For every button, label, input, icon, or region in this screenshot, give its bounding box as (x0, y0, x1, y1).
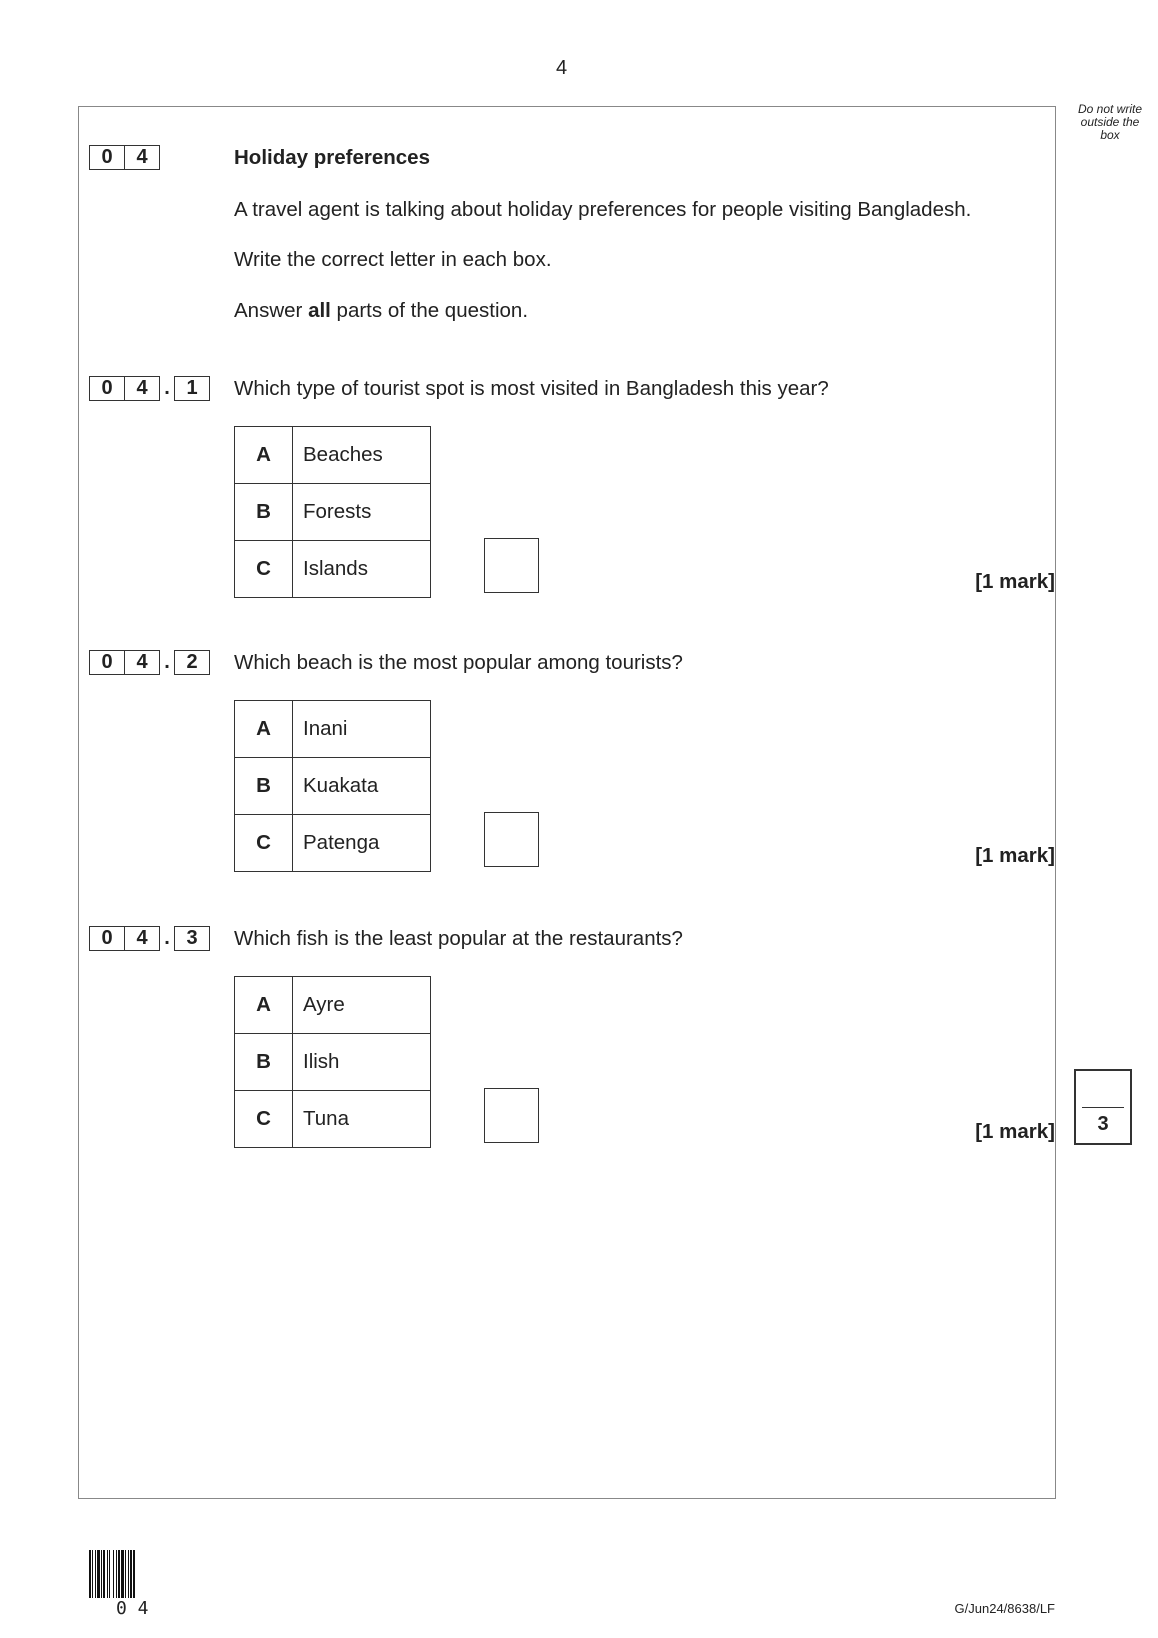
part-number-digit: 3 (174, 926, 210, 951)
option-row (235, 701, 431, 758)
paper-code: G/Jun24/8638/LF (954, 1601, 1055, 1616)
margin-note: Do not write outside the box (1077, 102, 1143, 142)
option-label: Ayre (293, 977, 431, 1034)
answer-box[interactable] (484, 1088, 539, 1143)
option-label: Tuna (293, 1091, 431, 1148)
text: Answer (234, 299, 309, 322)
option-label: Ilish (293, 1034, 431, 1091)
part-number (89, 376, 210, 401)
answer-area-border (78, 106, 1056, 1499)
barcode-bar (135, 1550, 136, 1598)
text: parts of the question. (330, 299, 529, 322)
part-number-digit: 2 (174, 650, 210, 675)
barcode (89, 1550, 195, 1598)
option-letter: A (235, 427, 293, 484)
part-number-dot: . (164, 377, 170, 399)
divider (1082, 1107, 1124, 1108)
option-row (235, 815, 431, 872)
marks-total-box (1074, 1069, 1132, 1145)
mark-allocation: [1 mark] (975, 1120, 1055, 1143)
answer-box[interactable] (484, 538, 539, 593)
option-label: Islands (293, 541, 431, 598)
part-number-digit: 0 (89, 376, 125, 401)
part-number-digit: 4 (124, 376, 160, 401)
options-table (234, 426, 431, 598)
answer-all-instruction (234, 299, 528, 323)
option-letter: C (235, 815, 293, 872)
question-number-digit: 4 (124, 145, 160, 170)
marks-total: 3 (1097, 1113, 1109, 1135)
option-letter: C (235, 1091, 293, 1148)
options-table (234, 976, 431, 1148)
option-letter: A (235, 977, 293, 1034)
option-row (235, 758, 431, 815)
part-number-digit: 4 (124, 926, 160, 951)
text-bold: all (308, 299, 331, 322)
option-label: Beaches (293, 427, 431, 484)
part-number (89, 650, 210, 675)
barcode-number: 0 4 (116, 1598, 149, 1619)
option-letter: B (235, 758, 293, 815)
part-number-digit: 4 (124, 650, 160, 675)
option-letter: B (235, 1034, 293, 1091)
mark-allocation: [1 mark] (975, 570, 1055, 593)
page-number: 4 (556, 57, 568, 79)
part-number-digit: 0 (89, 650, 125, 675)
part-number-digit: 0 (89, 926, 125, 951)
options-table (234, 700, 431, 872)
question-instruction: Write the correct letter in each box. (234, 248, 552, 271)
option-row (235, 484, 431, 541)
part-question-text: Which fish is the least popular at the restaurants? (234, 927, 683, 950)
option-row (235, 427, 431, 484)
question-intro: A travel agent is talking about holiday preferences for people visiting Bangladesh. (234, 198, 972, 221)
option-letter: A (235, 701, 293, 758)
answer-box[interactable] (484, 812, 539, 867)
option-row (235, 541, 431, 598)
option-label: Forests (293, 484, 431, 541)
part-number-dot: . (164, 927, 170, 949)
option-row (235, 977, 431, 1034)
part-number (89, 926, 210, 951)
question-number (89, 145, 160, 170)
option-label: Patenga (293, 815, 431, 872)
part-number-dot: . (164, 651, 170, 673)
part-question-text: Which beach is the most popular among tourists? (234, 651, 683, 674)
question-title: Holiday preferences (234, 146, 430, 169)
option-label: Kuakata (293, 758, 431, 815)
option-row (235, 1091, 431, 1148)
option-row (235, 1034, 431, 1091)
part-question-text: Which type of tourist spot is most visited in Bangladesh this year? (234, 377, 829, 400)
part-number-digit: 1 (174, 376, 210, 401)
option-letter: C (235, 541, 293, 598)
mark-allocation: [1 mark] (975, 844, 1055, 867)
option-label: Inani (293, 701, 431, 758)
option-letter: B (235, 484, 293, 541)
question-number-digit: 0 (89, 145, 125, 170)
